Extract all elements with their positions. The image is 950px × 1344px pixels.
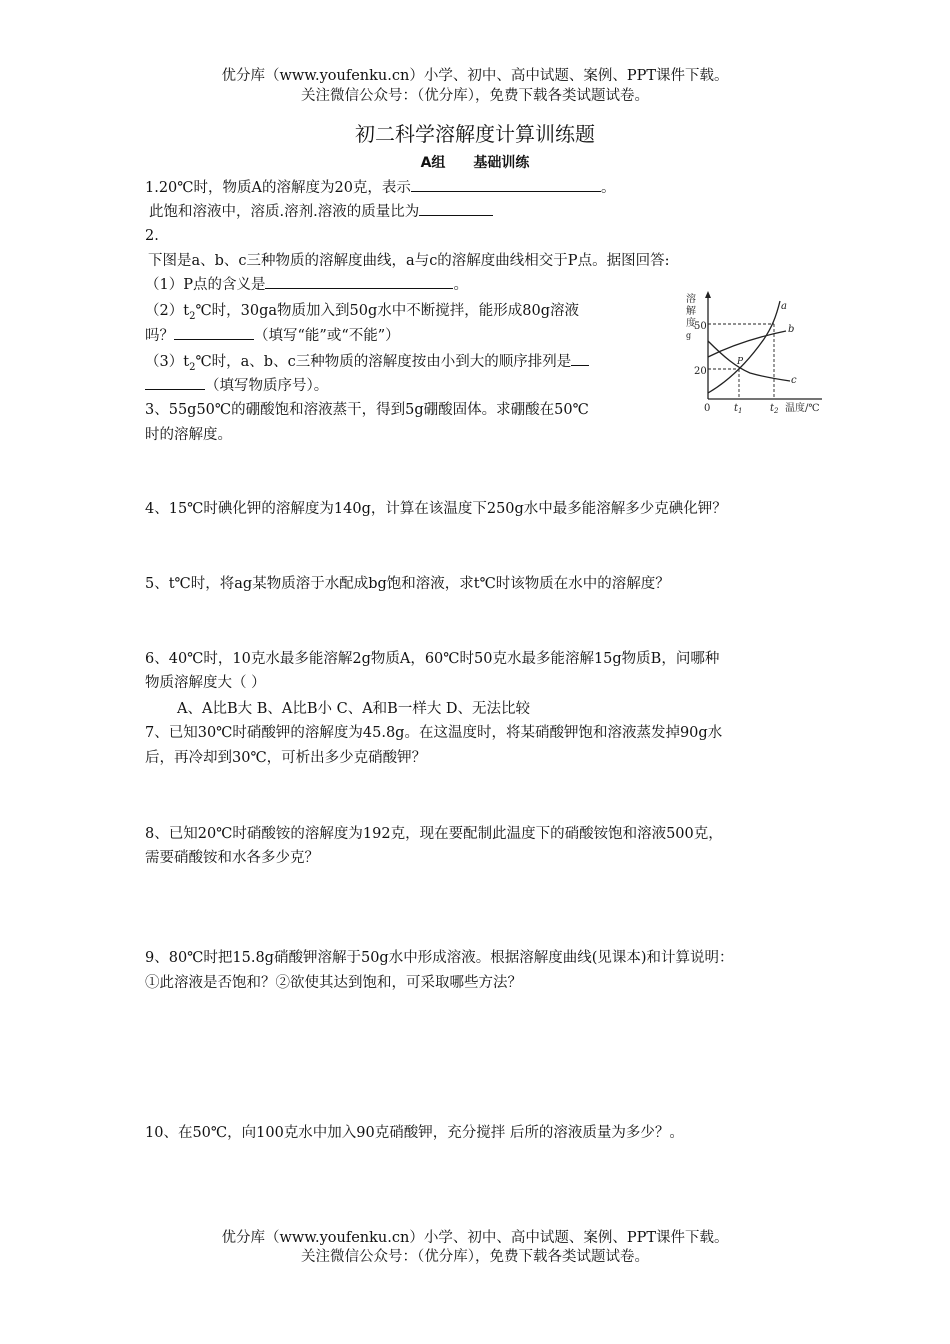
q1-end: 。 bbox=[600, 180, 616, 196]
q2-p1-blank[interactable] bbox=[265, 273, 453, 289]
question-6-line-1: 6、40℃时，10克水最多能溶解2g物质A，60℃时50克水最多能溶解15g物质B，问哪种 bbox=[145, 651, 720, 667]
q2-p2-subscript: 2 bbox=[189, 310, 196, 322]
question-1-line-2 bbox=[149, 200, 493, 223]
q2-p3-blank-b[interactable] bbox=[145, 374, 205, 390]
group-name: A组 bbox=[420, 155, 446, 171]
q2-p3-subscript: 2 bbox=[189, 361, 196, 373]
question-10: 10、在50℃，向100克水中加入90克硝酸钾，充分搅拌 后所的溶液质量为多少？。 bbox=[145, 1125, 684, 1141]
question-8-line-1: 8、已知20℃时硝酸铵的溶解度为192克，现在要配制此温度下的硝酸铵饱和溶液500克， bbox=[145, 826, 723, 842]
q1-prefix: 1.20℃时，物质A的溶解度为20克，表示 bbox=[145, 180, 411, 196]
curve-a-label: a bbox=[781, 301, 787, 312]
q2-p3-text: ℃时，a、b、c三种物质的溶解度按由小到大的顺序排列是 bbox=[195, 354, 572, 370]
header-line-2: 关注微信公众号：（优分库），免费下载各类试题试卷。 bbox=[301, 88, 649, 104]
y-tick-50: 50 bbox=[694, 321, 707, 332]
curve-b-label: b bbox=[788, 324, 795, 335]
q2-p3-blank-a[interactable] bbox=[571, 350, 589, 366]
x-axis-label: 温度/℃ bbox=[785, 403, 820, 414]
curve-a bbox=[708, 301, 780, 393]
q2-p3-prefix: （3）t bbox=[145, 354, 190, 370]
question-2-intro: 下图是a、b、c三种物质的溶解度曲线，a与c的溶解度曲线相交于P点。据图回答: bbox=[148, 253, 670, 269]
q2-p2-text: ℃时，30ga物质加入到50g水中不断搅拌，能形成80g溶液 bbox=[195, 303, 579, 319]
point-p-label: P bbox=[737, 357, 744, 367]
t2-label: $t_2$ bbox=[770, 403, 779, 415]
page-title: 初二科学溶解度计算训练题 bbox=[355, 122, 595, 146]
question-2-number: 2. bbox=[145, 228, 159, 244]
t1-label: $t_1$ bbox=[734, 403, 743, 415]
question-6-options: A、A比B大 B、A比B小 C、A和B一样大 D、无法比较 bbox=[177, 701, 531, 717]
question-8-line-2: 需要硝酸铵和水各多少克？ bbox=[145, 850, 319, 866]
y-label-1: 溶 bbox=[686, 294, 696, 305]
question-9-line-1: 9、80℃时把15.8g硝酸钾溶解于50g水中形成溶液。根据溶解度曲线(见课本)和计算说明： bbox=[145, 950, 734, 966]
group-label: 基础训练 bbox=[473, 155, 530, 171]
question-5: 5、t℃时，将ag某物质溶于水配成bg饱和溶液，求t℃时该物质在水中的溶解度？ bbox=[145, 576, 670, 592]
footer-line-2: 关注微信公众号：（优分库），免费下载各类试题试卷。 bbox=[301, 1249, 649, 1265]
curve-c bbox=[708, 341, 790, 381]
question-7-line-1: 7、已知30℃时硝酸钾的溶解度为45.8g。在这温度时，将某硝酸钾饱和溶液蒸发掉90g水 bbox=[145, 725, 723, 741]
question-3-line-2: 时的溶解度。 bbox=[145, 427, 232, 443]
q2-p2-blank[interactable] bbox=[174, 324, 254, 340]
q2-p2-hint: （填写“能”或“不能”） bbox=[254, 328, 400, 344]
q2-p2-question: 吗？ bbox=[145, 328, 174, 344]
q1-ratio-text: 此饱和溶液中，溶质.溶剂.溶液的质量比为 bbox=[149, 204, 420, 220]
q2-p2-prefix: （2）t bbox=[145, 303, 190, 319]
question-4: 4、15℃时碘化钾的溶解度为140g，计算在该温度下250g水中最多能溶解多少克碘化钾？ bbox=[145, 501, 727, 517]
question-2-part-3-line-2 bbox=[145, 374, 328, 397]
y-label-4: g bbox=[686, 331, 692, 340]
question-3-line-1: 3、55g50℃的硼酸饱和溶液蒸干，得到5g硼酸固体。求硼酸在50℃ bbox=[145, 402, 589, 418]
y-label-2: 解 bbox=[686, 306, 696, 317]
question-9-line-2: ①此溶液是否饱和？②欲使其达到饱和，可采取哪些方法？ bbox=[145, 975, 522, 991]
q2-p1-text: （1）P点的含义是 bbox=[145, 277, 266, 293]
question-6-line-2: 物质溶解度大（ ） bbox=[145, 675, 266, 691]
y-axis-arrow bbox=[705, 291, 711, 298]
group-heading bbox=[0, 153, 950, 173]
q2-p3-hint: （填写物质序号）。 bbox=[205, 378, 329, 394]
footer-line-1: 优分库（www.youfenku.cn）小学、初中、高中试题、案例、PPT课件下载。 bbox=[221, 1230, 729, 1246]
q2-p1-end: 。 bbox=[453, 277, 468, 293]
origin-label: 0 bbox=[704, 403, 711, 414]
question-1-line-1 bbox=[145, 176, 615, 199]
header-line-1: 优分库（www.youfenku.cn）小学、初中、高中试题、案例、PPT课件下载。 bbox=[221, 68, 729, 84]
curve-c-label: c bbox=[791, 375, 797, 386]
question-2-part-2-line-2 bbox=[145, 324, 400, 347]
solubility-chart bbox=[672, 287, 832, 415]
q1-ratio-blank[interactable] bbox=[419, 200, 493, 216]
question-2-part-1 bbox=[145, 273, 468, 296]
y-tick-20: 20 bbox=[694, 366, 707, 377]
y-label-3: 度 bbox=[686, 318, 696, 329]
q1-blank[interactable] bbox=[411, 176, 601, 192]
question-7-line-2: 后，再冷却到30℃，可析出多少克硝酸钾？ bbox=[145, 750, 427, 766]
